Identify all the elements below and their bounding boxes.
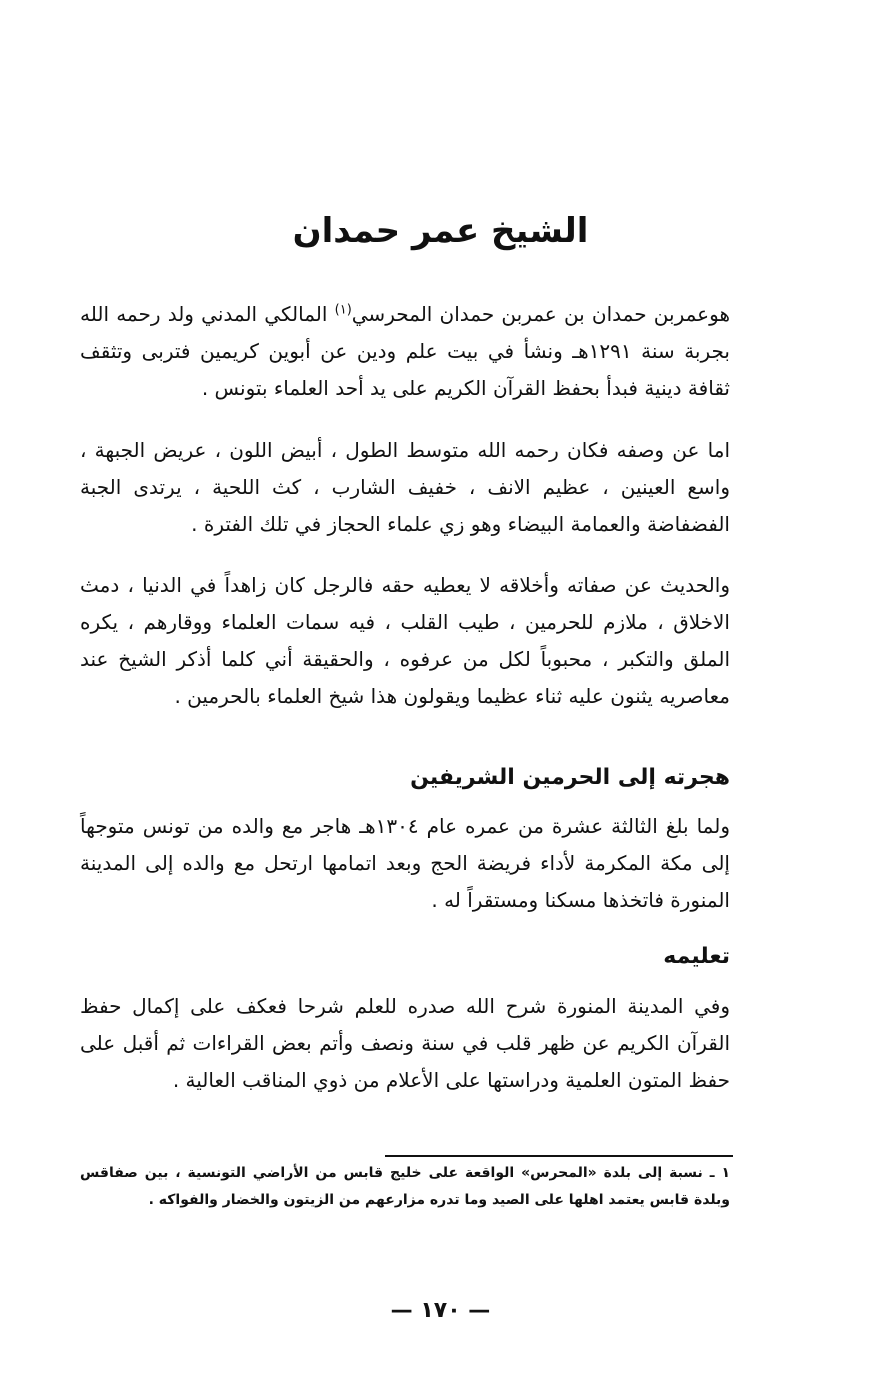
footnote-text: ١ ـ نسبة إلى بلدة «المحرس» الواقعة على خليج قابس من الأراضي التونسية ، بين صفاقس وبلدة قابس يعتمد اهلها على الصيد وما تدره مزارعهم من الزيتون والخضار والفواكه .: [80, 1165, 730, 1208]
paragraph-biography: [80, 296, 730, 407]
paragraph-description: اما عن وصفه فكان رحمه الله متوسط الطول ، أبيض اللون ، عريض الجبهة ، واسع العينين ، عظيم الانف ، خفيف الشارب ، كث اللحية ، يرتدى الجبة الفضفاضة والعمامة البيضاء وهو زي علماء الحجاز في تلك الفترة .: [80, 438, 730, 536]
paragraph-biography-start: هوعمربن حمدان بن عمربن حمدان المحرسي: [351, 302, 730, 326]
paragraph-hijra: ولما بلغ الثالثة عشرة من عمره عام ١٣٠٤هـ هاجر مع والده من تونس متوجهاً إلى مكة المكرمة لأداء فريضة الحج وبعد اتمامها ارتحل مع والده إلى المدينة المنورة فاتخذها مسكنا ومستقراً له .: [80, 814, 730, 912]
page-number: — ١٧٠ —: [390, 1298, 491, 1323]
paragraph-education: وفي المدينة المنورة شرح الله صدره للعلم شرحا فعكف على إكمال حفظ القرآن الكريم عن ظهر قلب في سنة ونصف وأتم بعض القراءات ثم أقبل على حفظ المتون العلمية ودراستها على الأعلام من ذوي المناقب العالية .: [80, 994, 730, 1092]
paragraph-biography-rest: المالكي المدني ولد رحمه الله بجربة سنة ١٢٩١هـ ونشأ في بيت علم ودين عن أبوين كريمين فتربى وتثقف ثقافة دينية فبدأ بحفظ القرآن الكريم على يد أحد العلماء بتونس .: [80, 302, 730, 400]
section-heading-hijra: هجرته إلى الحرمين الشريفين: [410, 765, 730, 790]
paragraph-character: والحديث عن صفاته وأخلاقه لا يعطيه حقه فالرجل كان زاهداً في الدنيا ، دمث الاخلاق ، ملازم للحرمين ، طيب القلب ، فيه سمات العلماء ووقارهم ، يكره الملق والتكبر ، محبوباً لكل من عرفوه ، والحقيقة أني كلما أذكر الشيخ عند معاصريه يثنون عليه ثناء عظيما ويقولون هذا شيخ العلماء بالحرمين .: [80, 573, 730, 708]
section-heading-education: تعليمه: [663, 944, 730, 969]
footnote-reference: (١): [334, 302, 352, 318]
footnote-divider: [385, 1155, 733, 1157]
chapter-title: الشيخ عمر حمدان: [292, 211, 589, 251]
